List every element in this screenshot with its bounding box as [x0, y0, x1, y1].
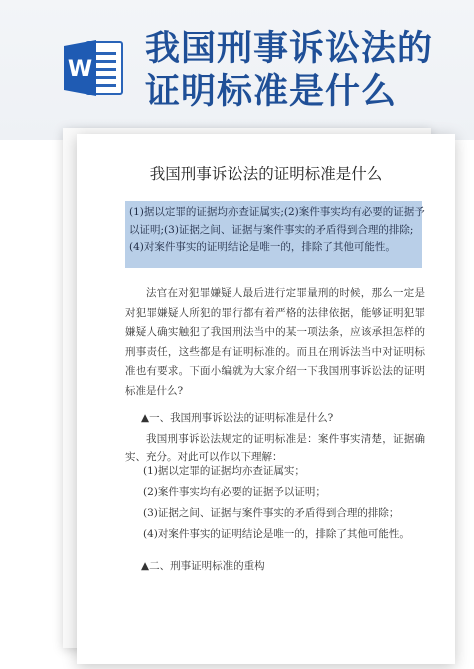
- section-heading-2: ▲二、刑事证明标准的重构: [141, 560, 265, 572]
- document-page: [77, 134, 455, 664]
- highlighted-summary: (1)据以定罪的证据均亦查证属实;(2)案件事实均有必要的证据予以证明;(3)证据之间、证据与案件事实的矛盾得到合理的排除;(4)对案件事实的证明结论是唯一的，排除了其他可能性。: [129, 206, 425, 253]
- document-title: 我国刑事诉讼法的证明标准是什么: [149, 165, 383, 183]
- list-item: (4)对案件事实的证明结论是唯一的，排除了其他可能性。: [143, 528, 410, 540]
- word-document-icon: [62, 36, 126, 100]
- list-item: (2)案件事实均有必要的证据予以证明；: [143, 486, 326, 498]
- intro-paragraph: 法官在对犯罪嫌疑人最后进行定罪量刑的时候，那么一定是对犯罪嫌疑人所犯的罪行都有着严格的法律依据，能够证明犯罪嫌疑人确实触犯了我国刑法当中的某一项法条，应该承担怎样的刑事责任，这些都是有证明标准的。而且在刑诉法当中对证明标准也有要求。下面小编就为大家介绍一下我国刑事诉讼法的证明标准是什么?: [125, 287, 425, 397]
- banner-title: 我国刑事诉讼法的证明标准是什么: [145, 29, 434, 112]
- section-1-body: 我国刑事诉讼法规定的证明标准是：案件事实清楚，证据确实、充分。对此可以作以下理解：: [125, 433, 425, 463]
- list-item: (3)证据之间、证据与案件事实的矛盾得到合理的排除；: [143, 507, 400, 519]
- section-heading-1: ▲一、我国刑事诉讼法的证明标准是什么?: [141, 412, 334, 424]
- list-item: (1)据以定罪的证据均亦查证属实；: [143, 465, 305, 477]
- logo-letter: W: [67, 57, 93, 82]
